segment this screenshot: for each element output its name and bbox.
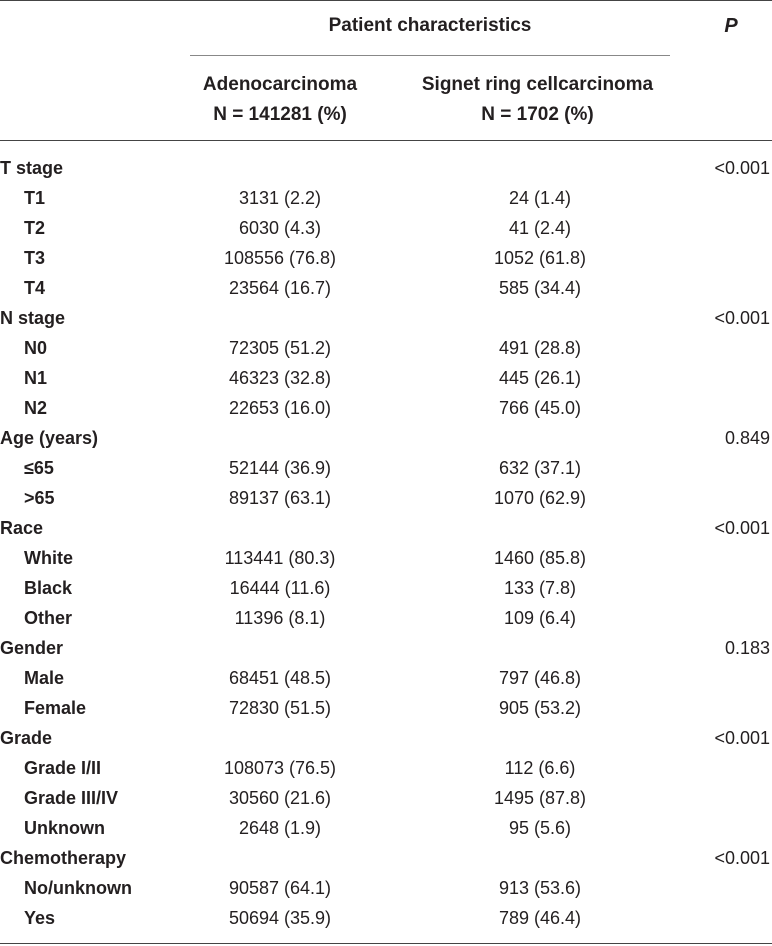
cell-p-value: <0.001 [714,728,770,748]
cell-adenocarcinoma: 6030 (4.3) [238,218,322,238]
row-label: Grade III/IV [24,788,119,808]
table-row [0,813,772,843]
cell-signet-ring: 797 (46.8) [498,668,582,688]
row-label: Yes [24,908,56,928]
cell-p-value: <0.001 [714,308,770,328]
table-row [0,213,772,243]
cell-adenocarcinoma: 2648 (1.9) [238,818,322,838]
header-signet-ring-title: Signet ring cellcarcinoma [421,74,654,95]
cell-p-value: <0.001 [714,518,770,538]
row-label: Grade [0,728,53,748]
row-label: Other [24,608,73,628]
cell-signet-ring: 789 (46.4) [498,908,582,928]
row-label: Race [0,518,44,538]
table-row [0,873,772,903]
cell-adenocarcinoma: 108556 (76.8) [223,248,337,268]
table-row [0,393,772,423]
cell-p-value: 0.183 [724,638,770,658]
table-row [0,363,772,393]
cell-adenocarcinoma: 30560 (21.6) [228,788,332,808]
table-row [0,693,772,723]
row-label: T2 [24,218,46,238]
header-adenocarcinoma-n: N = 141281 (%) [213,104,347,125]
table-row [0,333,772,363]
bottom-rule [0,943,772,944]
cell-p-value: <0.001 [714,848,770,868]
cell-adenocarcinoma: 52144 (36.9) [228,458,332,478]
cell-signet-ring: 1460 (85.8) [493,548,587,568]
table-row [0,753,772,783]
header-signet-ring-n: N = 1702 (%) [481,104,594,125]
top-rule [0,0,772,1]
table-row [0,183,772,213]
row-label: T stage [0,158,64,178]
cell-p-value: <0.001 [714,158,770,178]
cell-signet-ring: 109 (6.4) [503,608,577,628]
row-label: Chemotherapy [0,848,127,868]
header-bottom-rule [0,140,772,141]
table-row [0,543,772,573]
table-section-row [0,303,772,333]
table-row [0,903,772,933]
cell-signet-ring: 41 (2.4) [508,218,572,238]
cell-adenocarcinoma: 72305 (51.2) [228,338,332,358]
cell-adenocarcinoma: 89137 (63.1) [228,488,332,508]
table-row [0,243,772,273]
header-patient-characteristics: Patient characteristics [328,15,532,36]
cell-adenocarcinoma: 3131 (2.2) [238,188,322,208]
table-row [0,483,772,513]
cell-adenocarcinoma: 90587 (64.1) [228,878,332,898]
row-label: N stage [0,308,66,328]
row-label: Male [24,668,65,688]
table-row [0,603,772,633]
cell-signet-ring: 445 (26.1) [498,368,582,388]
cell-adenocarcinoma: 22653 (16.0) [228,398,332,418]
table-section-row [0,723,772,753]
cell-adenocarcinoma: 11396 (8.1) [234,608,326,628]
table-row [0,273,772,303]
table-section-row [0,513,772,543]
cell-adenocarcinoma: 68451 (48.5) [228,668,332,688]
row-label: ≤65 [24,458,54,478]
row-label: Unknown [24,818,105,838]
row-label: No/unknown [24,878,132,898]
row-label: >65 [24,488,55,508]
cell-signet-ring: 112 (6.6) [504,758,576,778]
header-group-rule [190,55,670,56]
cell-signet-ring: 133 (7.8) [503,578,577,598]
table-row [0,663,772,693]
row-label: White [24,548,73,568]
row-label: N0 [24,338,48,358]
cell-signet-ring: 1495 (87.8) [493,788,587,808]
table-row [0,573,772,603]
cell-adenocarcinoma: 16444 (11.6) [229,578,331,598]
row-label: Female [24,698,87,718]
cell-adenocarcinoma: 23564 (16.7) [228,278,332,298]
cell-adenocarcinoma: 50694 (35.9) [228,908,332,928]
row-label: T1 [24,188,46,208]
cell-signet-ring: 766 (45.0) [498,398,582,418]
row-label: N2 [24,398,48,418]
row-label: Gender [0,638,64,658]
header-adenocarcinoma [184,70,376,130]
cell-p-value: 0.849 [724,428,770,448]
cell-adenocarcinoma: 108073 (76.5) [223,758,337,778]
header-signet-ring [395,70,680,130]
cell-signet-ring: 585 (34.4) [498,278,582,298]
cell-adenocarcinoma: 113441 (80.3) [224,548,336,568]
table-row [0,783,772,813]
table-section-row [0,843,772,873]
header-adenocarcinoma-title: Adenocarcinoma [202,74,358,95]
cell-signet-ring: 1070 (62.9) [493,488,587,508]
table-section-row [0,633,772,663]
cell-signet-ring: 95 (5.6) [508,818,572,838]
row-label: T3 [24,248,46,268]
table-section-row [0,153,772,183]
cell-adenocarcinoma: 72830 (51.5) [228,698,332,718]
row-label: N1 [24,368,48,388]
cell-signet-ring: 913 (53.6) [498,878,582,898]
cell-adenocarcinoma: 46323 (32.8) [228,368,332,388]
cell-signet-ring: 632 (37.1) [498,458,582,478]
header-p-value: P [724,15,738,37]
row-label: Grade I/II [24,758,102,778]
row-label: Age (years) [0,428,99,448]
cell-signet-ring: 1052 (61.8) [493,248,587,268]
table-section-row [0,423,772,453]
table-row [0,453,772,483]
cell-signet-ring: 24 (1.4) [508,188,572,208]
table-body [0,153,772,933]
row-label: Black [24,578,73,598]
row-label: T4 [24,278,46,298]
cell-signet-ring: 491 (28.8) [498,338,582,358]
cell-signet-ring: 905 (53.2) [498,698,582,718]
